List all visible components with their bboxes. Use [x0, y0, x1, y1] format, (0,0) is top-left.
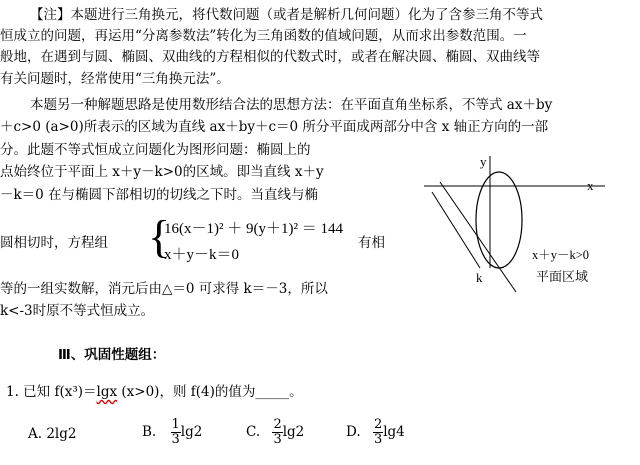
note-line-5: 本题另一种解题思路是使用数形结合法的思想方法：在平面直角坐标系，不等式 ax＋by [30, 97, 553, 113]
option-b-text: lg2 [180, 424, 203, 440]
option-d-letter: D. [346, 424, 361, 440]
note-line-7: 分。此题不等式恒成立问题化为图形问题：椭圆上的 [0, 142, 311, 158]
y-axis-label: y [480, 154, 487, 169]
region-label-2: 平面区域 [536, 269, 589, 284]
note-line-4: 有关问题时，经常使用“三角换元法”。 [0, 71, 230, 87]
note-line-6: ＋c>0 (a>0)所表示的区域为直线 ax＋by＋c＝0 所分平面成两部分中含 x 轴正方向的一部 [0, 119, 549, 135]
option-a-letter: A. [28, 426, 43, 442]
note-line-10: 等的一组实数解，消元后由△＝0 可求得 k＝－3，所以 [0, 281, 328, 297]
system-equation-2: x＋y－k＝0 [164, 247, 240, 263]
option-c-letter: C. [246, 424, 261, 440]
note-line-11: k<-3时原不等式恒成立。 [0, 303, 155, 319]
note-line-3: 般地，在遇到与圆、椭圆、双曲线的方程相似的代数式时，或者在解决圆、椭圆、双曲线等 [0, 49, 540, 65]
note-line-1: 【注】本题进行三角换元，将代数问题（或者是解析几何问题）化为了含参三角不等式 [30, 7, 543, 23]
note-line-9: －k＝0 在与椭圆下部相切的切线之下时。当直线与椭 [0, 187, 319, 203]
option-d [346, 418, 405, 447]
option-d-fraction: $\frac{2}{3}$ [373, 417, 383, 447]
system-equation-1: 16(x－1)² ＋ 9(y＋1)² ＝ 144 [164, 221, 343, 237]
option-b-fraction: $\frac{1}{3}$ [171, 417, 180, 447]
system-brace: { [148, 211, 171, 262]
question-lgx: lgx [96, 384, 118, 400]
option-a [28, 426, 76, 442]
note-line-2: 恒成立的问题，再运用“分离参数法”转化为三角函数的值域问题，从而求出参数范围。一 [0, 28, 527, 44]
note-line-8: 点始终位于平面上 x＋y－k>0的区域。即当直线 x＋y [0, 164, 324, 180]
ellipse-figure [420, 148, 620, 296]
question-prefix: 1. 已知 f(x³)＝ [6, 384, 97, 400]
section-title: Ⅲ、巩固性题组： [58, 347, 166, 363]
option-d-text: lg4 [383, 424, 405, 440]
option-b [142, 418, 202, 447]
option-c-text: lg2 [282, 424, 305, 440]
line-label-k: k [476, 270, 483, 285]
option-c-fraction: $\frac{2}{3}$ [273, 417, 282, 447]
option-a-text: 2lg2 [46, 426, 77, 442]
question-suffix: (x>0)，则 f(4)的值为_____。 [117, 384, 303, 400]
system-suffix: 有相 [358, 235, 385, 251]
question-1 [6, 383, 303, 401]
option-c [246, 418, 304, 447]
region-label-1: x＋y－k>0 [532, 248, 590, 262]
option-b-letter: B. [142, 424, 157, 440]
system-prefix: 圆相切时，方程组 [0, 235, 108, 251]
x-axis-label: x [587, 178, 594, 193]
